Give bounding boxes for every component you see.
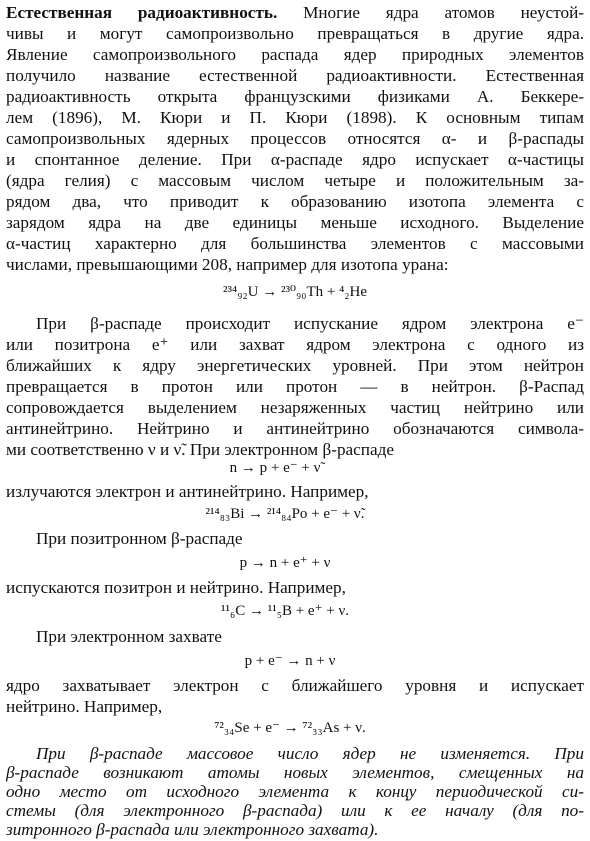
paragraph-line: нейтрино. Например,	[6, 697, 163, 716]
positron-beta-decay-equation: p → n + e⁺ + ν	[239, 555, 331, 571]
paragraph-line: зарядом ядра на две единицы меньше исходного. Выделение	[6, 213, 584, 232]
paragraph-line: радиоактивность открыта французскими физиками А. Беккере-	[6, 87, 584, 106]
uranium-alpha-decay-equation: ²³⁴₉₂U → ²³⁰₉₀Th + ⁴₂He	[222, 284, 368, 300]
paragraph-line: При электронном захвате	[36, 627, 222, 646]
paragraph-line: испускаются позитрон и нейтрино. Например,	[6, 578, 346, 597]
paragraph-line: сопровождается выделением незаряженных частиц нейтрино или	[6, 398, 584, 417]
paragraph-line: ближайших к ядру энергетических уровней. При этом нейтрон	[6, 356, 584, 375]
paragraph-line: лем (1896), М. Кюри и П. Кюри (1898). К основным типам	[6, 108, 584, 127]
paragraph-line: антинейтрино. Нейтрино и антинейтрино обозначаются символа-	[6, 419, 584, 438]
paragraph-line: самопроизвольных ядерных процессов относятся α- и β-распады	[6, 129, 584, 148]
paragraph-line: излучаются электрон и антинейтрино. Например,	[6, 482, 369, 501]
paragraph-line: превращается в протон или протон — в нейтрон. β-Распад	[6, 377, 584, 396]
paragraph-line: ми соответственно ν и ν̃. При электронном β-распаде	[6, 440, 394, 459]
paragraph-line: числами, превышающими 208, например для изотопа урана:	[6, 255, 449, 274]
paragraph-line: стемы (для электронного β-распада) или к ее началу (для по-	[6, 801, 584, 820]
paragraph-line: одно место от исходного элемента к концу периодической си-	[6, 782, 584, 801]
paragraph-line: (ядра гелия) с массовым числом четыре и положительным за-	[6, 171, 584, 190]
paragraph-line: или позитрона e⁺ или захват ядром электрона с одного из	[6, 335, 584, 354]
paragraph-line: При β-распаде происходит испускание ядром электрона e⁻	[36, 314, 584, 333]
paragraph-line: β-распаде возникают атомы новых элементов, смещенных на	[6, 763, 584, 782]
paragraph-line: При β-распаде массовое число ядер не изменяется. При	[36, 744, 584, 763]
paragraph-line	[6, 3, 584, 24]
paragraph-line: и спонтанное деление. При α-распаде ядро испускает α-частицы	[6, 150, 584, 169]
paragraph-line: ядро захватывает электрон с ближайшего уровня и испускает	[6, 676, 584, 695]
paragraph-line: зитронного β-распада или электронного захвата).	[6, 820, 379, 839]
paragraph-line: рядом два, что приводит к образованию изотопа элемента с	[6, 192, 584, 211]
selenium-capture-equation: ⁷²₃₄Se + e⁻ → ⁷²₃₃As + ν.	[214, 720, 366, 736]
paragraph-line: При позитронном β-распаде	[36, 529, 243, 548]
electron-beta-decay-equation: n → p + e⁻ + ν̃	[229, 460, 321, 476]
paragraph-text: Многие ядра атомов неустой-	[303, 3, 584, 22]
bismuth-beta-decay-equation: ²¹⁴₈₃Bi → ²¹⁴₈₄Po + e⁻ + ν̃.	[205, 506, 365, 522]
paragraph-line: Явление самопроизвольного распада ядер природных элементов	[6, 45, 584, 64]
electron-capture-equation: p + e⁻ → n + ν	[244, 653, 336, 669]
carbon-positron-decay-equation: ¹¹₆C → ¹¹₅B + e⁺ + ν.	[221, 603, 349, 619]
paragraph-line: чивы и могут самопроизвольно превращаться в другие ядра.	[6, 24, 584, 43]
paragraph-line: получило название естественной радиоактивности. Естественная	[6, 66, 584, 85]
section-title: Естественная радиоактивность.	[6, 3, 278, 22]
paragraph-line: α-частиц характерно для большинства элементов с массовыми	[6, 234, 584, 253]
